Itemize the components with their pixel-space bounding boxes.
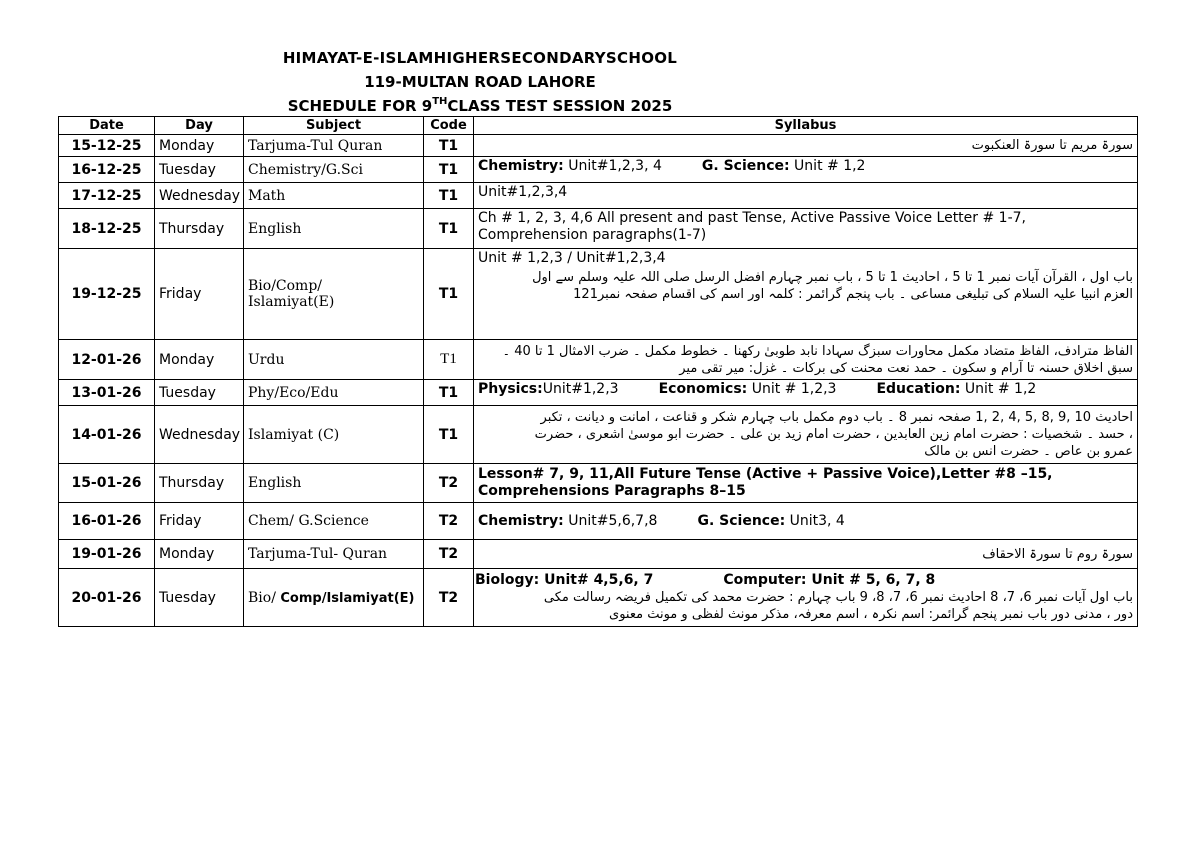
cell-syllabus: Physics:Unit#1,2,3 Economics: Unit # 1,2,3 Education: Unit # 1,2 bbox=[474, 380, 1138, 406]
cell-subject: Math bbox=[244, 183, 424, 209]
cell-syllabus bbox=[474, 135, 1138, 157]
cell-code: T2 bbox=[424, 540, 474, 569]
table-header-row bbox=[59, 117, 1138, 135]
cell-syllabus bbox=[474, 406, 1138, 464]
syllabus-urdu: باب اول آیات نمبر 6، 7، 8 احادیث نمبر 6، 7، 8، 9 باب چہارم : حضرت محمد کی تکمیل فریضہ رسالت مکی bbox=[543, 590, 1133, 605]
schedule-table bbox=[58, 116, 1138, 627]
cell-date: 15-01-26 bbox=[59, 464, 155, 503]
cell-day: Tuesday bbox=[155, 569, 244, 627]
schedule-title-superscript: TH bbox=[432, 96, 448, 107]
syllabus-urdu: العزم انبیا علیہ السلام کی تبلیغی مساعی ۔ باب پنجم گرائمر : کلمہ اور اسم کی اقسام صفحہ نمبر121 bbox=[573, 287, 1133, 302]
syllabus-urdu: عمرو بن عاص ۔ حضرت انس بن مالک bbox=[924, 444, 1133, 459]
header-day: Day bbox=[155, 117, 244, 135]
cell-subject: Chem/ G.Science bbox=[244, 503, 424, 540]
cell-syllabus bbox=[474, 569, 1138, 627]
cell-syllabus: Ch # 1, 2, 3, 4,6 All present and past Tense, Active Passive Voice Letter # 1-7, Comprehension paragraphs(1-7) bbox=[474, 209, 1138, 249]
cell-subject: Bio/Comp/ Islamiyat(E) bbox=[244, 249, 424, 340]
table-row bbox=[59, 340, 1138, 380]
header-code: Code bbox=[424, 117, 474, 135]
syllabus-urdu: ، حسد ۔ شخصیات : حضرت امام زین العابدین ، حضرت امام زید بن علی ۔ حضرت ابو موسیٰ اشعری ، حضرت bbox=[534, 427, 1133, 442]
syllabus-line: Unit # 1,2,3 / Unit#1,2,3,4 bbox=[478, 250, 666, 266]
cell-date: 16-01-26 bbox=[59, 503, 155, 540]
cell-code: T1 bbox=[424, 406, 474, 464]
cell-day: Monday bbox=[155, 135, 244, 157]
cell-day: Tuesday bbox=[155, 157, 244, 183]
document-header bbox=[220, 48, 740, 115]
cell-subject: Tarjuma-Tul Quran bbox=[244, 135, 424, 157]
cell-date: 15-12-25 bbox=[59, 135, 155, 157]
syllabus-urdu: احادیث 10 ,9 ,8 ,5 ,4 ,2 ,1 صفحہ نمبر 8 ۔ باب دوم مکمل باب چہارم شکر و قناعت ، امانت و دیانت ، تکبر bbox=[540, 410, 1133, 425]
table-row bbox=[59, 209, 1138, 249]
cell-code: T1 bbox=[424, 209, 474, 249]
table-row bbox=[59, 569, 1138, 627]
table-row bbox=[59, 135, 1138, 157]
cell-date: 18-12-25 bbox=[59, 209, 155, 249]
header-date: Date bbox=[59, 117, 155, 135]
cell-code: T1 bbox=[424, 340, 474, 380]
syllabus-urdu: سبق اخلاق حسنہ تا آرام و سکون ۔ حمد نعت محنت کی برکات ۔ غزل: میر تقی میر bbox=[679, 360, 1133, 376]
syllabus-line: Lesson# 7, 9, 11,All Future Tense (Active + Passive Voice),Letter #8 –15, bbox=[478, 466, 1053, 482]
cell-code: T1 bbox=[424, 183, 474, 209]
cell-date: 12-01-26 bbox=[59, 340, 155, 380]
cell-subject: Phy/Eco/Edu bbox=[244, 380, 424, 406]
cell-date: 19-01-26 bbox=[59, 540, 155, 569]
syllabus-urdu: سورۃ روم تا سورۃ الاحقاف bbox=[982, 546, 1133, 562]
cell-date: 14-01-26 bbox=[59, 406, 155, 464]
cell-syllabus bbox=[474, 249, 1138, 340]
table-row bbox=[59, 183, 1138, 209]
cell-day: Tuesday bbox=[155, 380, 244, 406]
cell-day: Wednesday bbox=[155, 183, 244, 209]
cell-date: 19-12-25 bbox=[59, 249, 155, 340]
syllabus-line: Comprehensions Paragraphs 8–15 bbox=[478, 483, 746, 499]
cell-day: Wednesday bbox=[155, 406, 244, 464]
cell-subject: Islamiyat (C) bbox=[244, 406, 424, 464]
cell-syllabus: Unit#1,2,3,4 bbox=[474, 183, 1138, 209]
cell-date: 16-12-25 bbox=[59, 157, 155, 183]
syllabus-urdu: باب اول ، القرآن آیات نمبر 1 تا 5 ، احادیث 1 تا 5 ، باب نمبر چہارم افضل الرسل صلی اللہ علیہ وسلم سے اول bbox=[532, 270, 1133, 285]
cell-date: 20-01-26 bbox=[59, 569, 155, 627]
cell-day: Monday bbox=[155, 340, 244, 380]
cell-code: T1 bbox=[424, 249, 474, 340]
cell-day: Monday bbox=[155, 540, 244, 569]
cell-date: 17-12-25 bbox=[59, 183, 155, 209]
cell-code: T2 bbox=[424, 464, 474, 503]
cell-code: T2 bbox=[424, 503, 474, 540]
cell-day: Friday bbox=[155, 249, 244, 340]
cell-subject: Bio/ Comp/Islamiyat(E) bbox=[244, 569, 424, 627]
table-row bbox=[59, 464, 1138, 503]
cell-code: T2 bbox=[424, 569, 474, 627]
cell-day: Friday bbox=[155, 503, 244, 540]
school-address: 119-MULTAN ROAD LAHORE bbox=[364, 73, 596, 91]
table-row bbox=[59, 540, 1138, 569]
table-row bbox=[59, 503, 1138, 540]
header-subject: Subject bbox=[244, 117, 424, 135]
cell-subject: Urdu bbox=[244, 340, 424, 380]
cell-subject: English bbox=[244, 209, 424, 249]
cell-day: Thursday bbox=[155, 209, 244, 249]
cell-syllabus bbox=[474, 464, 1138, 503]
syllabus-urdu: سورۃ مریم تا سورۃ العنکبوت bbox=[971, 138, 1133, 153]
cell-syllabus bbox=[474, 340, 1138, 380]
syllabus-line: Biology: Unit# 4,5,6, 7 Computer: Unit # 5, 6, 7, 8 bbox=[475, 572, 936, 588]
cell-syllabus: Chemistry: Unit#5,6,7,8 G. Science: Unit3, 4 bbox=[474, 503, 1138, 540]
syllabus-urdu: دور ، مدنی دور باب نمبر پنجم گرائمر: اسم نکرہ ، اسم معرفہ، مذکر مونث لفظی و مونث معنوی bbox=[609, 607, 1133, 622]
schedule-title: SCHEDULE FOR 9THCLASS TEST SESSION 2025 bbox=[287, 96, 673, 115]
table-row bbox=[59, 157, 1138, 183]
cell-subject: English bbox=[244, 464, 424, 503]
cell-syllabus bbox=[474, 540, 1138, 569]
school-name: HIMAYAT-E-ISLAMHIGHERSECONDARYSCHOOL bbox=[282, 49, 678, 67]
cell-date: 13-01-26 bbox=[59, 380, 155, 406]
header-syllabus: Syllabus bbox=[474, 117, 1138, 135]
syllabus-urdu: الفاظ مترادف، الفاظ متضاد مکمل محاورات سبزگ سہادا نابد طوبیٰ رکھنا ۔ خطوط مکمل ۔ ضرب الامثال 1 تا 40 ۔ bbox=[502, 343, 1133, 359]
cell-day: Thursday bbox=[155, 464, 244, 503]
cell-subject: Chemistry/G.Sci bbox=[244, 157, 424, 183]
table-row bbox=[59, 249, 1138, 340]
cell-code: T1 bbox=[424, 157, 474, 183]
cell-subject: Tarjuma-Tul- Quran bbox=[244, 540, 424, 569]
cell-code: T1 bbox=[424, 380, 474, 406]
table-row bbox=[59, 380, 1138, 406]
table-row bbox=[59, 406, 1138, 464]
cell-code: T1 bbox=[424, 135, 474, 157]
cell-syllabus: Chemistry: Unit#1,2,3, 4 G. Science: Unit # 1,2 bbox=[474, 157, 1138, 183]
